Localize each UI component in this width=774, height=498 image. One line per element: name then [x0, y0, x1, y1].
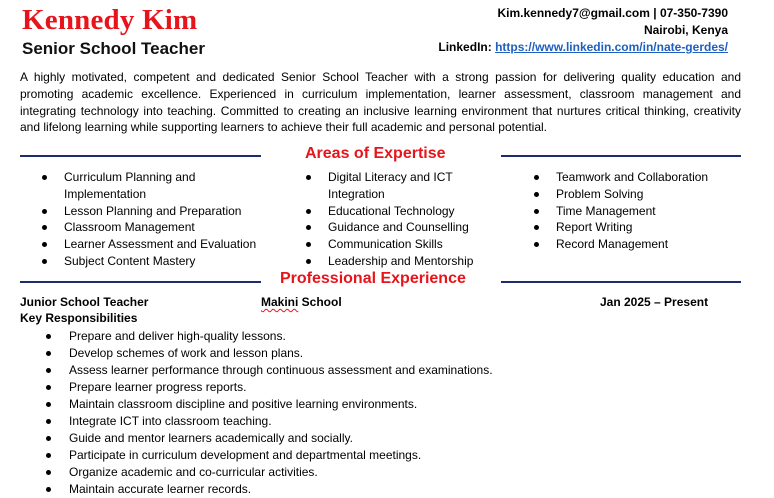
list-item: Assess learner performance through continuous assessment and examinations. [46, 362, 493, 379]
list-item: Lesson Planning and Preparation [42, 203, 260, 220]
section-divider-left [20, 281, 261, 283]
list-item: Leadership and Mentorship [306, 253, 496, 270]
expertise-column-2 [306, 169, 496, 270]
list-item: Classroom Management [42, 219, 260, 236]
employer-rest: School [298, 295, 342, 309]
list-item: Teamwork and Collaboration [534, 169, 744, 186]
section-divider-right [501, 155, 741, 157]
profile-summary: A highly motivated, competent and dedicated Senior School Teacher with a strong passion for delivering quality education and promoting academic excellence. Experienced in curriculum implementation, learner assessment, classroom management and integrating technology into teaching. Committed to creating an inclusive learning environment that nurtures critical thinking, creativity and lifelong learning while supporting learners to achieve their full academic and personal potential. [20, 70, 741, 135]
list-item: Subject Content Mastery [42, 253, 260, 270]
linkedin-label: LinkedIn: [438, 40, 492, 54]
list-item: Prepare learner progress reports. [46, 379, 493, 396]
list-item: Organize academic and co-curricular activities. [46, 464, 493, 481]
list-item: Educational Technology [306, 203, 496, 220]
list-item: Record Management [534, 236, 744, 253]
contact-block [438, 5, 728, 56]
expertise-heading: Areas of Expertise [305, 145, 446, 162]
list-item: Curriculum Planning and Implementation [42, 169, 260, 203]
list-item: Maintain classroom discipline and positive learning environments. [46, 396, 493, 413]
experience-heading: Professional Experience [280, 270, 466, 287]
location-line: Nairobi, Kenya [643, 23, 728, 37]
section-divider-right [501, 281, 741, 283]
list-item: Participate in curriculum development and departmental meetings. [46, 447, 493, 464]
responsibilities-label: Key Responsibilities [20, 311, 138, 325]
linkedin-line [438, 39, 728, 56]
section-divider-left [20, 155, 261, 157]
list-item: Time Management [534, 203, 744, 220]
job-title-heading: Senior School Teacher [22, 39, 205, 58]
list-item: Integrate ICT into classroom teaching. [46, 413, 493, 430]
employer-name [261, 295, 342, 309]
expertise-column-1 [42, 169, 260, 270]
list-item: Develop schemes of work and lesson plans. [46, 345, 493, 362]
list-item: Communication Skills [306, 236, 496, 253]
linkedin-link[interactable]: https://www.linkedin.com/in/nate-gerdes/ [495, 40, 728, 54]
candidate-name: Kennedy Kim [22, 4, 198, 36]
email-phone-line: Kim.kennedy7@gmail.com | 07-350-7390 [497, 6, 728, 20]
job-dates: Jan 2025 – Present [600, 295, 709, 309]
expertise-column-3 [534, 169, 744, 253]
list-item: Guide and mentor learners academically and socially. [46, 430, 493, 447]
list-item: Problem Solving [534, 186, 744, 203]
list-item: Guidance and Counselling [306, 219, 496, 236]
list-item: Maintain accurate learner records. [46, 481, 493, 498]
list-item: Prepare and deliver high-quality lessons. [46, 328, 493, 345]
responsibilities-list [46, 328, 493, 498]
employer-first-word: Makini [261, 295, 299, 309]
list-item: Learner Assessment and Evaluation [42, 236, 260, 253]
list-item: Digital Literacy and ICT Integration [306, 169, 496, 203]
job-role: Junior School Teacher [20, 295, 149, 309]
list-item: Report Writing [534, 219, 744, 236]
